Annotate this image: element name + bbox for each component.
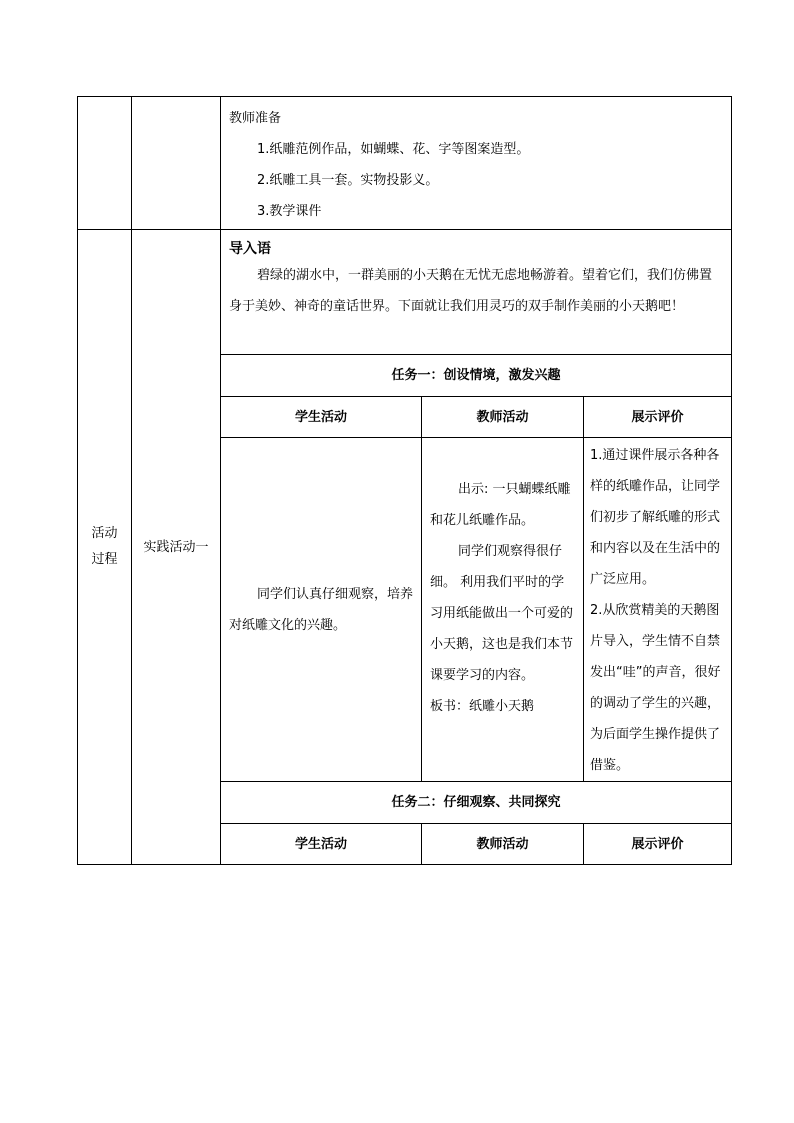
activity-process-label: 活动 过程 — [78, 230, 132, 865]
intro-row — [78, 230, 732, 355]
task1-title: 任务一：创设情境，激发兴趣 — [221, 355, 732, 397]
evaluation-text: 2.从欣赏精美的天鹅图片导入，学生情不自禁发出“哇”的声音，很好的调动了学生的兴趣，为后面学生操作提供了借鉴。 — [590, 603, 721, 773]
teacher-activity-cell — [422, 438, 584, 782]
practice-activity-label: 实践活动一 — [132, 230, 221, 865]
teacher-activity-text: 同学们观察得很仔细。 利用我们平时的学习用纸能做出一个可爱的小天鹅，这也是我们本节课要学习的内容。 — [430, 544, 574, 683]
evaluation-text: 1.通过课件展示各种各样的纸雕作品，让同学们初步了解纸雕的形式和内容以及在生活中的广泛应用。 — [590, 448, 721, 587]
intro-cell — [221, 230, 732, 355]
lesson-plan-table — [77, 96, 732, 865]
preparation-item: 2.纸雕工具一套。实物投影义。 — [257, 173, 439, 188]
evaluation-cell — [584, 438, 732, 782]
intro-title: 导入语 — [229, 241, 271, 257]
empty-cell — [132, 97, 221, 230]
column-header-evaluation: 展示评价 — [584, 397, 732, 438]
student-activity-text: 同学们认真仔细观察，培养对纸雕文化的兴趣。 — [229, 586, 414, 633]
column-header-evaluation: 展示评价 — [584, 824, 732, 865]
column-header-student: 学生活动 — [221, 824, 422, 865]
empty-cell — [78, 97, 132, 230]
teacher-activity-text: 板书：纸雕小天鹅 — [430, 699, 535, 714]
preparation-cell — [221, 97, 732, 230]
column-header-teacher: 教师活动 — [422, 397, 584, 438]
intro-text: 碧绿的湖水中，一群美丽的小天鹅在无忧无虑地畅游着。望着它们，我们仿佛置身于美妙、神奇的童话世界。下面就让我们用灵巧的双手制作美丽的小天鹅吧！ — [229, 268, 713, 314]
column-header-student: 学生活动 — [221, 397, 422, 438]
preparation-heading: 教师准备 — [229, 111, 282, 126]
teacher-activity-text: 出示: 一只蝴蝶纸雕和花儿纸雕作品。 — [430, 482, 571, 528]
student-activity-cell — [221, 438, 422, 782]
preparation-item: 1.纸雕范例作品，如蝴蝶、花、字等图案造型。 — [257, 142, 530, 157]
column-header-teacher: 教师活动 — [422, 824, 584, 865]
preparation-row — [78, 97, 732, 230]
preparation-item: 3.教学课件 — [257, 204, 322, 219]
task2-title: 任务二：仔细观察、共同探究 — [221, 782, 732, 824]
